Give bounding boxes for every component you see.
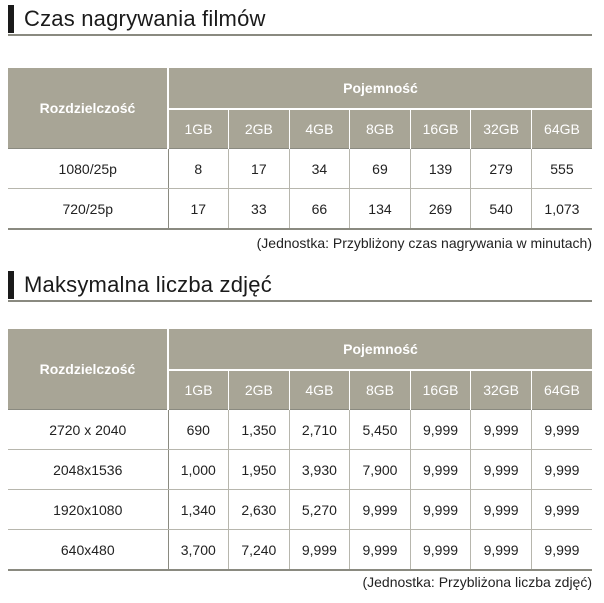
header-capacity: Pojemność — [168, 68, 592, 109]
table-row — [8, 149, 592, 189]
cell-value: 9,999 — [531, 490, 592, 530]
cell-value: 7,240 — [229, 530, 290, 571]
cell-value: 9,999 — [350, 530, 411, 571]
cell-value: 690 — [168, 410, 229, 450]
cell-value: 7,900 — [350, 450, 411, 490]
cell-value: 33 — [229, 189, 290, 230]
cell-value: 17 — [229, 149, 290, 189]
movie-time-table — [8, 68, 592, 230]
cell-value: 5,450 — [350, 410, 411, 450]
header-size: 32GB — [471, 109, 532, 149]
header-size: 8GB — [350, 370, 411, 410]
header-size: 16GB — [410, 370, 471, 410]
cell-value: 555 — [531, 149, 592, 189]
header-capacity: Pojemność — [168, 329, 592, 370]
cell-value: 5,270 — [289, 490, 350, 530]
unit-note: (Jednostka: Przybliżony czas nagrywania w minutach) — [256, 235, 592, 251]
header-size: 64GB — [531, 109, 592, 149]
header-size: 64GB — [531, 370, 592, 410]
cell-value: 269 — [410, 189, 471, 230]
unit-note: (Jednostka: Przybliżona liczba zdjęć) — [362, 574, 592, 590]
cell-value: 2,710 — [289, 410, 350, 450]
cell-value: 8 — [168, 149, 229, 189]
cell-value: 9,999 — [410, 530, 471, 571]
header-size: 4GB — [289, 109, 350, 149]
cell-value: 1,350 — [229, 410, 290, 450]
header-size: 1GB — [168, 370, 229, 410]
cell-value: 9,999 — [471, 450, 532, 490]
table-row — [8, 189, 592, 230]
section-title-photos — [8, 270, 592, 302]
cell-value: 9,999 — [410, 410, 471, 450]
cell-value: 9,999 — [531, 410, 592, 450]
cell-value: 1,073 — [531, 189, 592, 230]
cell-value: 9,999 — [471, 410, 532, 450]
cell-value: 9,999 — [410, 490, 471, 530]
cell-value: 1,950 — [229, 450, 290, 490]
header-size: 1GB — [168, 109, 229, 149]
cell-value: 3,700 — [168, 530, 229, 571]
cell-value: 139 — [410, 149, 471, 189]
header-size: 8GB — [350, 109, 411, 149]
photo-count-table — [8, 329, 592, 571]
title-marker — [8, 5, 14, 33]
header-size: 4GB — [289, 370, 350, 410]
cell-value: 3,930 — [289, 450, 350, 490]
row-resolution: 1080/25p — [8, 149, 168, 189]
header-size: 32GB — [471, 370, 532, 410]
cell-value: 1,000 — [168, 450, 229, 490]
row-resolution: 720/25p — [8, 189, 168, 230]
cell-value: 540 — [471, 189, 532, 230]
row-resolution: 640x480 — [8, 530, 168, 571]
cell-value: 9,999 — [410, 450, 471, 490]
cell-value: 9,999 — [531, 530, 592, 571]
header-resolution: Rozdzielczość — [8, 68, 168, 149]
cell-value: 9,999 — [531, 450, 592, 490]
cell-value: 34 — [289, 149, 350, 189]
table-row — [8, 530, 592, 571]
page-title: Czas nagrywania filmów — [24, 6, 266, 31]
cell-value: 279 — [471, 149, 532, 189]
header-resolution: Rozdzielczość — [8, 329, 168, 410]
cell-value: 9,999 — [350, 490, 411, 530]
row-resolution: 2048x1536 — [8, 450, 168, 490]
section-title-movies — [8, 4, 592, 36]
row-resolution: 2720 x 2040 — [8, 410, 168, 450]
row-resolution: 1920x1080 — [8, 490, 168, 530]
header-size: 2GB — [229, 109, 290, 149]
cell-value: 9,999 — [289, 530, 350, 571]
table-row — [8, 450, 592, 490]
title-marker — [8, 271, 14, 299]
cell-value: 69 — [350, 149, 411, 189]
cell-value: 9,999 — [471, 530, 532, 571]
table-row — [8, 490, 592, 530]
header-size: 2GB — [229, 370, 290, 410]
cell-value: 1,340 — [168, 490, 229, 530]
page-title: Maksymalna liczba zdjęć — [24, 272, 272, 297]
cell-value: 2,630 — [229, 490, 290, 530]
header-size: 16GB — [410, 109, 471, 149]
cell-value: 66 — [289, 189, 350, 230]
cell-value: 9,999 — [471, 490, 532, 530]
cell-value: 17 — [168, 189, 229, 230]
table-row — [8, 410, 592, 450]
cell-value: 134 — [350, 189, 411, 230]
